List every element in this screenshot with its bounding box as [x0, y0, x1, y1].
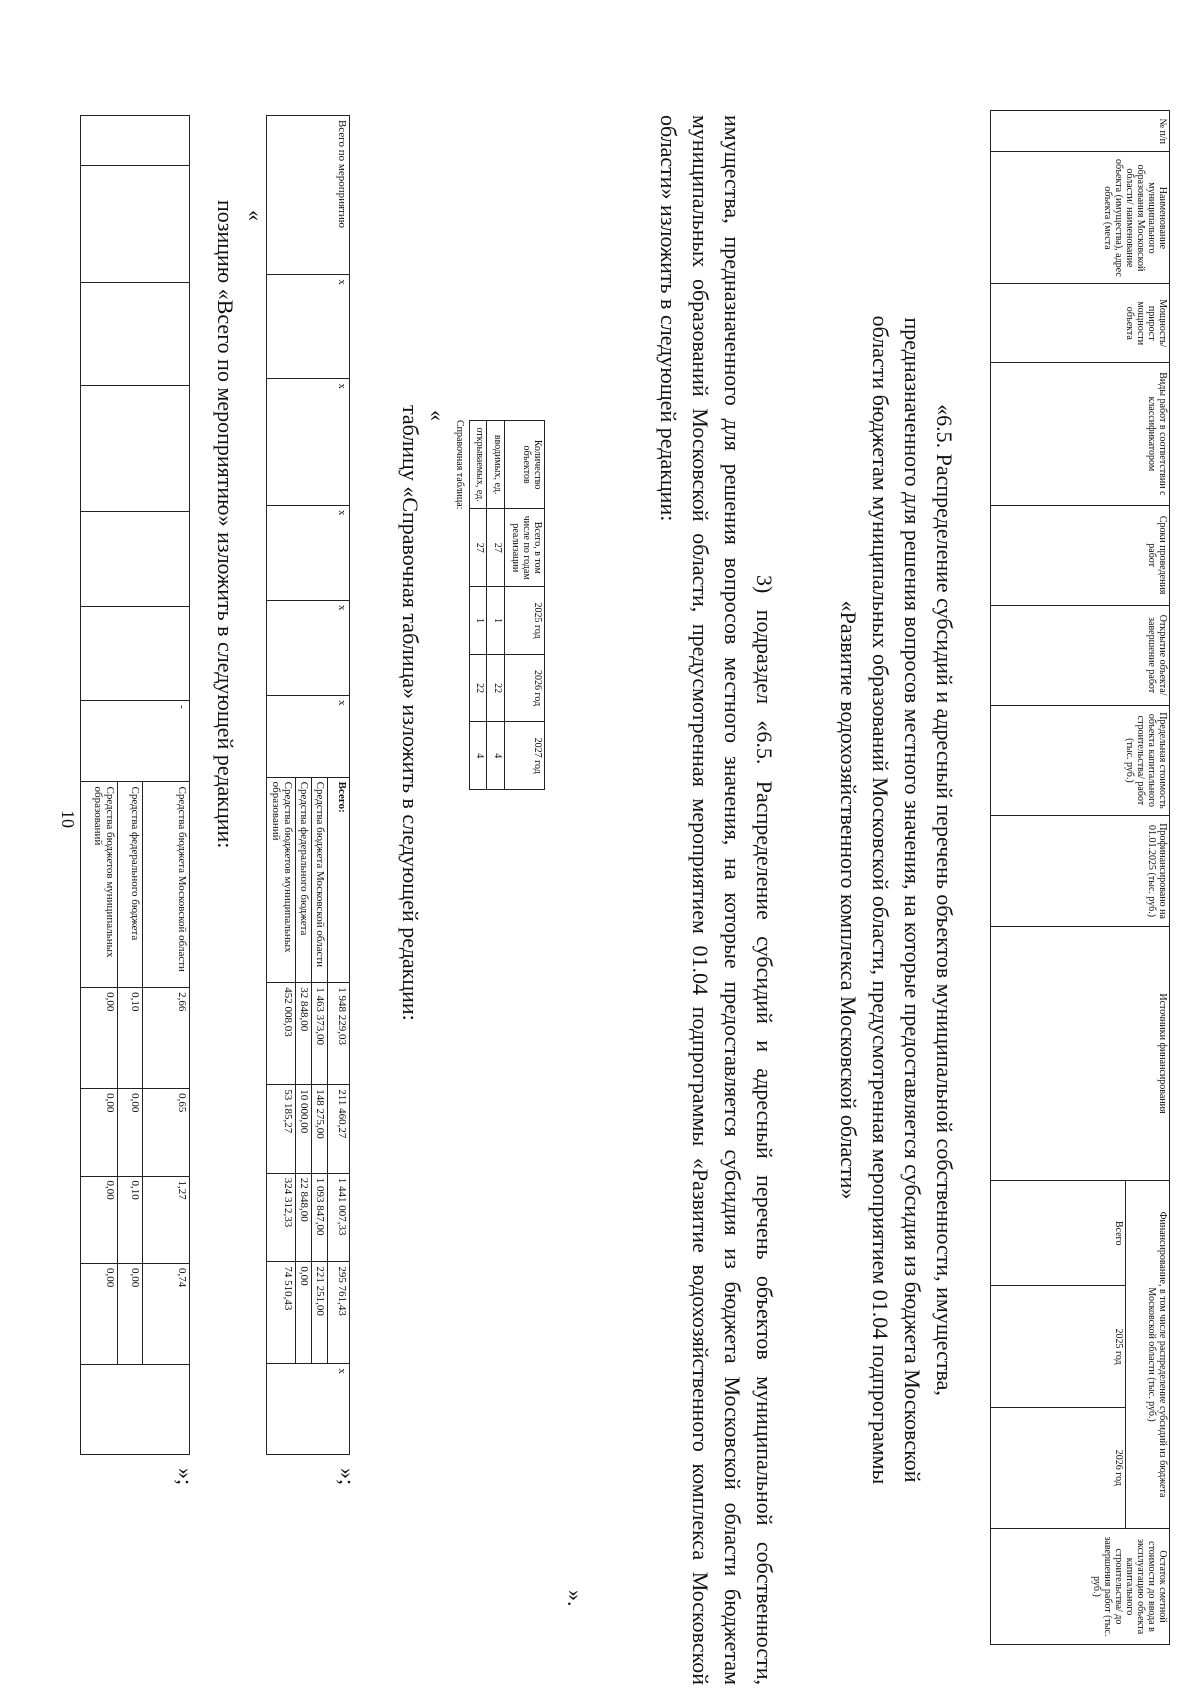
value-cell: 0,10 [118, 1176, 143, 1263]
total-table [266, 115, 350, 1455]
value-cell: 2,66 [142, 988, 189, 1089]
source-cell: Средства бюджетов муниципальных образований [267, 777, 296, 983]
source-cell: Всего: [328, 777, 350, 983]
cell-dash: - [81, 701, 190, 782]
intro-text: позицию «Всего по мероприятию» изложить в следующей редакции: [213, 200, 238, 849]
cell-empty [81, 1364, 190, 1454]
value-cell: 324 312,33 [267, 1173, 296, 1262]
ref-header: Количество объектов [505, 421, 545, 509]
header-financed: Профинансировано на 01.01.2025 (тыс. руб.) [991, 816, 1170, 927]
cell-empty [81, 165, 190, 282]
subheader-2025: 2025 год [991, 1286, 1126, 1407]
value-cell: 74 510,43 [267, 1262, 296, 1364]
subheader-2026: 2026 год [991, 1407, 1126, 1528]
page-number: 10 [58, 810, 78, 828]
cell-empty [81, 282, 190, 386]
value-cell: 0,00 [81, 1263, 118, 1364]
closing-quote: ». [563, 1590, 588, 1607]
open-quote: « [243, 210, 268, 221]
source-cell: Средства бюджетов муниципальных образований [81, 782, 118, 988]
top-table [80, 115, 190, 1455]
value-cell: 0,00 [295, 1262, 311, 1364]
heading-line: предназначенного для решения вопросов местного значения, на которые предоставляется субсидия из бюджета Московской [900, 317, 925, 1483]
paragraph-3: 3) подраздел «6.5. Распределение субсидий и адресный перечень объектов муниципальной собственности, имущества, предназначенного для решения вопросов местного значения, на которые предоставляется субсидия из бюджета Московской области бюджетам муниципальных образований Московской области, предусмотренная мероприятием 01.04 подпрограммы «Развитие водохозяйственного комплекса Московской области» изложить в следующей редакции: [656, 115, 777, 1685]
cell-x: x [267, 506, 350, 601]
cell-empty [81, 116, 190, 166]
header-financing: Финансирование, в том числе распределение субсидий из бюджета Московской области (тыс. руб.) [1126, 1181, 1170, 1529]
ref-cell: 27 [470, 509, 488, 587]
ref-cell: открываемых, ед. [470, 421, 488, 509]
value-cell: 10 000,00 [295, 1085, 311, 1174]
ref-cell: 4 [470, 722, 488, 790]
value-cell: 53 185,27 [267, 1085, 296, 1174]
value-cell: 0,10 [118, 988, 143, 1089]
ref-header: 2027 год [505, 722, 545, 790]
ref-cell: 22 [470, 654, 488, 722]
header-capacity: Мощность/ прирост мощности объекта [991, 284, 1170, 363]
value-cell: 148 275,00 [311, 1085, 327, 1174]
header-opening: Открытие объекта/ завершение работ [991, 605, 1170, 705]
value-cell: 1 093 847,00 [311, 1173, 327, 1262]
header-remainder: Остаток сметной стоимости до ввода в эксплуатацию объекта капитального строительства/ до завершения работ (тыс. руб.) [991, 1528, 1170, 1644]
header-work-types: Виды работ в соответствии с классификатором [991, 363, 1170, 506]
value-cell: 295 761,43 [328, 1262, 350, 1364]
cell-empty [81, 512, 190, 607]
cell-x: x [267, 601, 350, 696]
header-num: № п/п [991, 111, 1170, 152]
intro-text: таблицу «Справочная таблица» изложить в следующей редакции: [398, 405, 423, 1021]
header-max-cost: Предельная стоимость объекта капитального строительства/ работ (тыс. руб.) [991, 705, 1170, 816]
ref-cell: 4 [487, 722, 505, 790]
value-cell: 0,00 [81, 1176, 118, 1263]
closing-quote: »; [335, 1468, 360, 1486]
cell-x: x [267, 696, 350, 778]
value-cell: 0,74 [142, 1263, 189, 1364]
value-cell: 1 463 373,00 [311, 983, 327, 1085]
heading-line: «Развитие водохозяйственного комплекса Московской области» [836, 600, 861, 1200]
closing-quote: »; [173, 1468, 198, 1486]
ref-cell: 27 [487, 509, 505, 587]
ref-header: 2025 год [505, 587, 545, 655]
source-cell: Средства федерального бюджета [295, 777, 311, 983]
value-cell: 32 848,00 [295, 983, 311, 1085]
ref-header: 2026 год [505, 654, 545, 722]
cell-x: x [267, 379, 350, 506]
heading-line: области бюджетам муниципальных образований Московской области, предусмотренная мероприятием 01.04 подпрограммы [868, 315, 893, 1485]
subheader-total: Всего [991, 1181, 1126, 1286]
cell-x: x [267, 275, 350, 379]
total-label: Всего по мероприятию [267, 116, 350, 275]
value-cell: 0,00 [118, 1089, 143, 1176]
value-cell: 452 008,03 [267, 983, 296, 1085]
section-heading [832, 115, 960, 1685]
value-cell: 1 441 007,33 [328, 1173, 350, 1262]
cell-empty [81, 606, 190, 701]
ref-header: Всего, в том числе по годам реализации [505, 509, 545, 587]
ref-caption: Справочная таблица: [454, 420, 465, 510]
cell-x: x [267, 1364, 350, 1455]
source-cell: Средства бюджета Московской области [311, 777, 327, 983]
value-cell: 211 460,27 [328, 1085, 350, 1174]
value-cell: 0,65 [142, 1089, 189, 1176]
header-name: Наименование муниципального образования Московской области/ наименование объекта (имущества), адрес объекта (места [991, 152, 1170, 284]
heading-line: «6.5. Распределение субсидий и адресный перечень объектов муниципальной собственности, имущества, [932, 404, 957, 1396]
value-cell: 22 848,00 [295, 1173, 311, 1262]
ref-cell: 1 [487, 587, 505, 655]
ref-cell: 1 [470, 587, 488, 655]
value-cell: 0,00 [81, 988, 118, 1089]
ref-cell: 22 [487, 654, 505, 722]
value-cell: 1,27 [142, 1176, 189, 1263]
open-quote: « [425, 410, 450, 421]
ref-table [469, 420, 545, 790]
header-terms: Сроки проведения работ [991, 505, 1170, 605]
ref-cell: вводимых, ед. [487, 421, 505, 509]
source-cell: Средства бюджета Московской области [142, 782, 189, 988]
value-cell: 0,00 [118, 1263, 143, 1364]
value-cell: 0,00 [81, 1089, 118, 1176]
subsidy-table [990, 110, 1170, 1645]
value-cell: 1 948 229,03 [328, 983, 350, 1085]
header-sources: Источники финансирования [991, 926, 1170, 1180]
source-cell: Средства федерального бюджета [118, 782, 143, 988]
cell-empty [81, 386, 190, 512]
value-cell: 221 251,00 [311, 1262, 327, 1364]
